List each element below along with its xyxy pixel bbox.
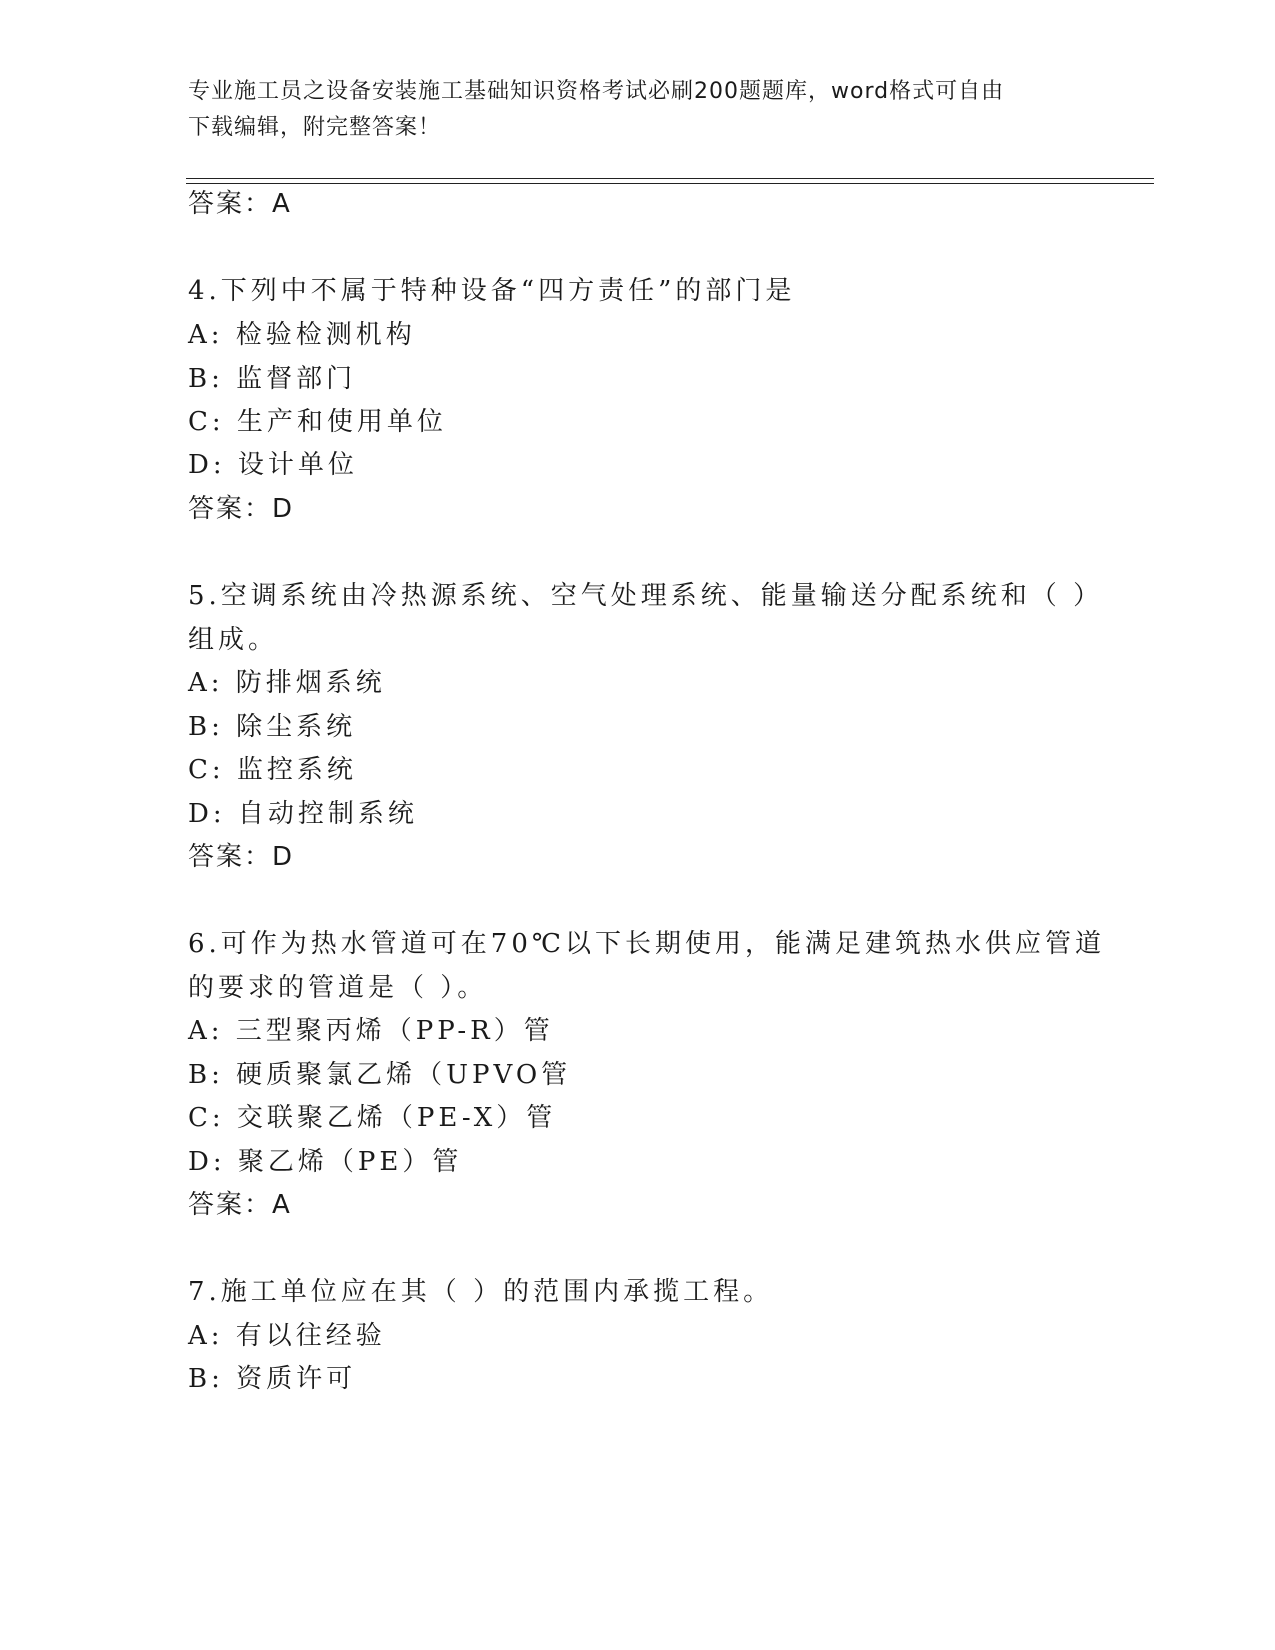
question-5-option-b: B: 除尘系统 bbox=[188, 712, 357, 742]
question-6-option-a: A: 三型聚丙烯（PP-R）管 bbox=[188, 1016, 554, 1046]
question-4-option-c: C: 生产和使用单位 bbox=[188, 407, 447, 437]
question-7-option-b: B: 资质许可 bbox=[188, 1364, 357, 1394]
answer-q3: 答案：A bbox=[188, 189, 292, 219]
question-4-option-b: B: 监督部门 bbox=[188, 364, 357, 394]
document-header bbox=[188, 74, 1068, 146]
question-5-option-a: A: 防排烟系统 bbox=[188, 668, 386, 698]
answer-q5: 答案：D bbox=[188, 842, 295, 872]
header-divider-bottom bbox=[186, 183, 1154, 184]
header-divider-top bbox=[186, 178, 1154, 179]
question-6-option-b: B: 硬质聚氯乙烯（UPVO管 bbox=[188, 1060, 572, 1090]
question-5-stem-line-1: 5.空调系统由冷热源系统、空气处理系统、能量输送分配系统和（ ） bbox=[188, 581, 1104, 611]
question-4-stem: 4.下列中不属于特种设备“四方责任”的部门是 bbox=[188, 276, 796, 306]
question-5-option-c: C: 监控系统 bbox=[188, 755, 357, 785]
question-4-option-a: A: 检验检测机构 bbox=[188, 320, 416, 350]
question-6-option-c: C: 交联聚乙烯（PE-X）管 bbox=[188, 1103, 557, 1133]
question-7-stem: 7.施工单位应在其（ ）的范围内承揽工程。 bbox=[188, 1277, 774, 1307]
question-5-stem-line-2: 组成。 bbox=[188, 625, 279, 655]
question-7-option-a: A: 有以往经验 bbox=[188, 1321, 386, 1351]
answer-q6: 答案：A bbox=[188, 1190, 292, 1220]
question-6-stem-line-1: 6.可作为热水管道可在70℃以下长期使用，能满足建筑热水供应管道 bbox=[188, 929, 1105, 959]
header-line-1: 专业施工员之设备安装施工基础知识资格考试必刷200题题库，word格式可自由 bbox=[188, 79, 1005, 104]
answer-q4: 答案：D bbox=[188, 494, 295, 524]
question-5-option-d: D: 自动控制系统 bbox=[188, 799, 418, 829]
header-line-2: 下载编辑，附完整答案！ bbox=[188, 115, 442, 140]
question-6-stem-line-2: 的要求的管道是（ ）。 bbox=[188, 973, 488, 1003]
question-4-option-d: D: 设计单位 bbox=[188, 450, 358, 480]
question-6-option-d: D: 聚乙烯（PE）管 bbox=[188, 1147, 463, 1177]
